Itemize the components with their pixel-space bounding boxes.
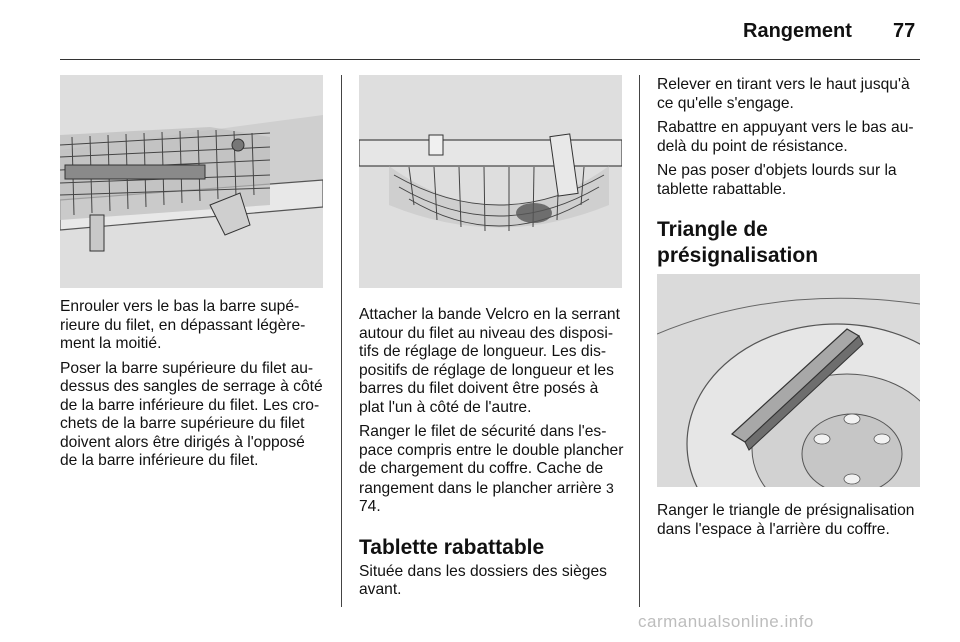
paragraph: Ranger le filet de sécurité dans l'espace compris entre le double plancher de chargement du coffre. Cache de rangement dans le plancher arrière 3 74. [359,423,624,515]
column-2-text [359,306,625,606]
watermark: carmanualsonline.info [638,612,814,631]
header-rule [60,59,920,60]
illustration-warning-triangle [657,274,920,487]
column-3-bottom-text [657,502,923,545]
page-header [0,0,960,60]
page-reference-arrow-icon: 3 [606,479,614,496]
paragraph: Attacher la bande Velcro en la serrant autour du filet au niveau des dispositifs de réglage de longueur. Les dispositifs de réglage de longueur et les barres du filet doivent être posés à plat l'un à côté de l'autre. [359,306,620,416]
paragraph: Située dans les dossiers des sièges avant. [359,562,607,598]
page-number: 77 [893,20,916,42]
paragraph: Enrouler vers le bas la barre supérieure du filet, en dépassant légèrement la moitié. [60,298,306,352]
column-1-text [60,298,326,477]
paragraph: Rabattre en appuyant vers le bas au-delà du point de résistance. [657,119,914,155]
paragraph: Relever en tirant vers le haut jusqu'à ce qu'elle s'engage. [657,76,910,112]
column-divider-1 [341,75,342,607]
column-3-text [657,76,921,269]
heading-triangle: Triangle de présignalisation [657,218,819,267]
illustration-net-velcro [359,75,622,288]
paragraph: Ranger le triangle de présignalisation dans l'espace à l'arrière du coffre. [657,502,915,538]
column-divider-2 [639,75,640,607]
illustration-net-rolled [60,75,323,288]
heading-tablette: Tablette rabattable [359,535,545,559]
paragraph: Ne pas poser d'objets lourds sur la tablette rabattable. [657,162,897,198]
section-title: Rangement [743,20,852,42]
paragraph: Poser la barre supérieure du filet au-dessus des sangles de serrage à côté de la barre inférieure du filet. Les crochets de la barre supérieure du filet doivent alors être dirigés à l'opposé de la barre inférieure du filet. [60,359,323,469]
